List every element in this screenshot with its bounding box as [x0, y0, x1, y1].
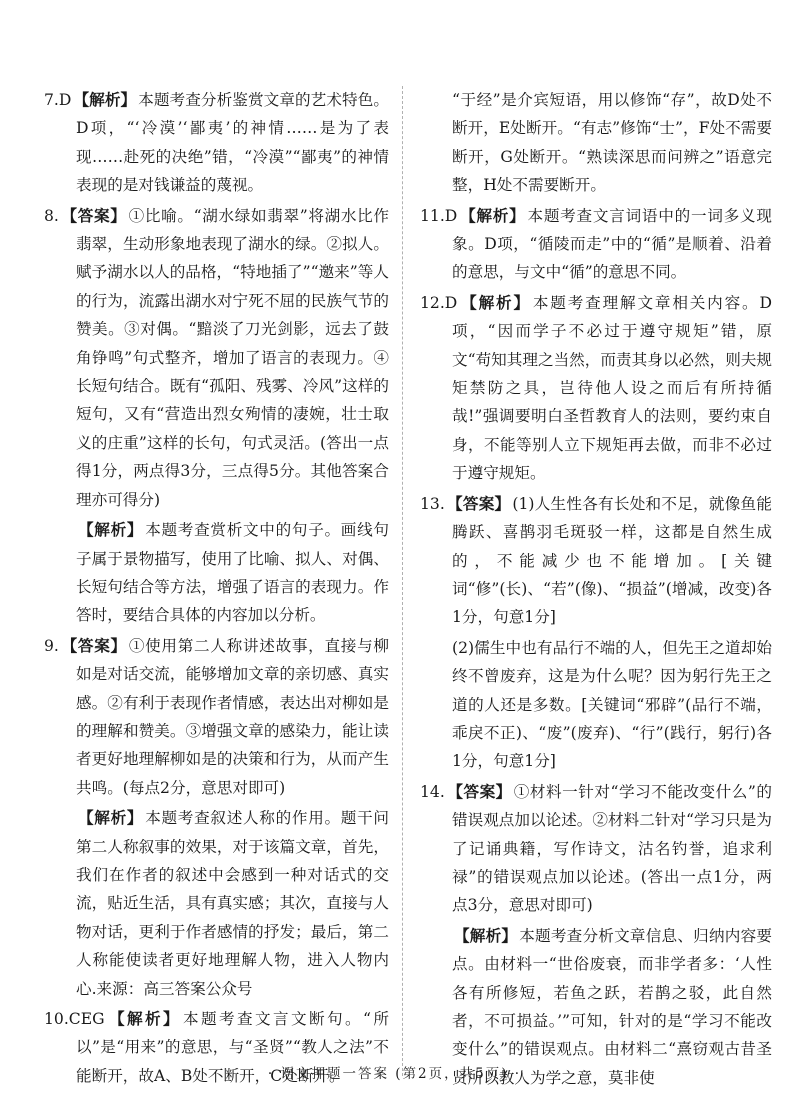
page-footer: · 语文押题一答案 (第2页，共5页) · [267, 1066, 522, 1082]
answer-13-part-2 [420, 634, 772, 776]
answer-13 [420, 490, 772, 632]
tag-label: 【答案】 [446, 493, 511, 513]
item-number: 8. [44, 206, 59, 225]
item-number: 11.D [420, 206, 458, 225]
right-column [420, 86, 772, 1094]
answer-text: 本题考查文言文断句。“所以”是“用来”的意思，与“圣贤”“教人之法”不能断开，故A、B处不断开，C处断开。 [76, 1010, 389, 1085]
answer-8 [44, 202, 389, 514]
answer-text: (2)儒生中也有品行不端的人，但先王之道却始终不曾废弃，这是为什么呢？因为躬行先王之道的人还是多数。[关键词“邪辟”(品行不端，乖戾不正)、“废”(废弃)、“行”(践行，躬行)各1分，句意1分] [452, 638, 772, 771]
answer-text: 本题考查分析鉴赏文章的艺术特色。D项，“‘冷漠’‘鄙夷’的神情……是为了表现……赴死的决绝”错，“冷漠”“鄙夷”的神情表现的是对钱谦益的蔑视。 [76, 91, 389, 195]
item-number: 12.D [420, 293, 458, 312]
tag-label: 【解析】 [78, 808, 144, 828]
answer-7 [44, 86, 389, 200]
item-number: 10.CEG [44, 1010, 105, 1028]
item-number: 7.D [44, 91, 72, 109]
tag-label: 【解析】 [78, 520, 144, 540]
tag-label: 【解析】 [106, 1009, 181, 1028]
answer-text: (1)人生性各有长处和不足，就像鱼能腾跃、喜鹊羽毛斑驳一样，这都是自然生成的，不能减少也不能增加。[关键词“修”(长)、“若”(像)、“损益”(增减，改变)各1分，句意1分] [452, 494, 772, 627]
tag-label: 【解析】 [454, 925, 518, 945]
analysis-text: 本题考查分析文章信息、归纳内容要点。由材料一“世俗废衰，而非学者多：‘人性各有所修短，若鱼之跃，若鹊之驳，此自然者，不可损益。’”可知，针对的是“学习不能改变什么”的错误观点。由材料二“熹窃观古昔圣贤所以教人为学之意，莫非使 [452, 926, 772, 1087]
answer-10-continued [420, 86, 772, 200]
answer-text: 本题考查理解文章相关内容。D项，“因而学子不必过于遵守规矩”错，原文“苟知其理之当然，而责其身以必然，则夫规矩禁防之具，岂待他人设之而后有所持循哉!”强调要明白圣哲教育人的法则，要约束自身，不能等别人立下规矩再去做，而非不必过于遵守规矩。 [452, 293, 772, 483]
item-number: 13. [420, 494, 445, 513]
left-column [44, 86, 389, 1092]
analysis-8 [44, 516, 389, 630]
tag-label: 【答案】 [60, 205, 127, 225]
answer-text: 本题考查文言词语中的一词多义现象。D项，“循陵而走”中的“循”是顺着、沿着的意思，与文中“循”的意思不同。 [452, 206, 772, 282]
answer-11 [420, 202, 772, 287]
analysis-text: 本题考查赏析文中的句子。画线句子属于景物描写，使用了比喻、拟人、对偶、长短句结合等方法，增强了语言的表现力。作答时，要结合具体的内容加以分析。 [76, 521, 389, 625]
tag-label: 【解析】 [73, 90, 137, 109]
answer-text: ①材料一针对“学习不能改变什么”的错误观点加以论述。②材料二针对“学习只是为了记诵典籍，写作诗文，沽名钓誉，追求利禄”的错误观点加以论述。(答出一点1分，两点3分，意思对即可) [452, 782, 772, 915]
item-number: 9. [44, 636, 59, 655]
answer-9 [44, 632, 389, 802]
answer-12 [420, 289, 772, 488]
answer-text: ①比喻。“湖水绿如翡翠”将湖水比作翡翠，生动形象地表现了湖水的绿。②拟人。赋予湖水以人的品格，“特地插了”“邀来”等人的行为，流露出湖水对宁死不屈的民族气节的赞美。③对偶。“黯淡了刀光剑影，远去了鼓角铮鸣”句式整齐，增加了语言的表现力。④长短句结合。既有“孤阳、残雾、冷风”这样的短句，又有“营造出烈女殉情的凄婉，壮士取义的庄重”这样的长句，句式灵活。(答出一点得1分，两点得3分，三点得5分。其他答案合理亦可得分) [76, 206, 389, 509]
answer-14 [420, 778, 772, 920]
tag-label: 【解析】 [459, 205, 526, 225]
item-number: 14. [420, 782, 445, 801]
answer-text: “于经”是介宾短语，用以修饰“存”，故D处不断开，E处断开。“有志”修饰“士”，F处不需要断开，G处断开。“熟读深思而问辨之”语意完整，H处不需要断开。 [452, 91, 772, 195]
answer-text: ①使用第二人称讲述故事，直接与柳如是对话交流，能够增加文章的亲切感、真实感。②有利于表现作者情感，表达出对柳如是的理解和赞美。③增强文章的感染力，能让读者更好地理解柳如是的决策和行为，从而产生共鸣。(每点2分，意思对即可) [76, 636, 389, 797]
tag-label: 【解析】 [459, 292, 531, 312]
tag-label: 【答案】 [60, 635, 127, 655]
analysis-9 [44, 804, 389, 1003]
analysis-text: 本题考查叙述人称的作用。题干问第二人称叙事的效果，对于该篇文章，首先，我们在作者的叙述中会感到一种对话式的交流，贴近生活，具有真实感；其次，直接与人物对话，更利于作者感情的抒发；最后，第二人称能使读者更好地理解人物，进入人物内心.来源：高三答案公众号 [76, 809, 389, 998]
tag-label: 【答案】 [446, 781, 512, 801]
column-divider [402, 86, 403, 1076]
